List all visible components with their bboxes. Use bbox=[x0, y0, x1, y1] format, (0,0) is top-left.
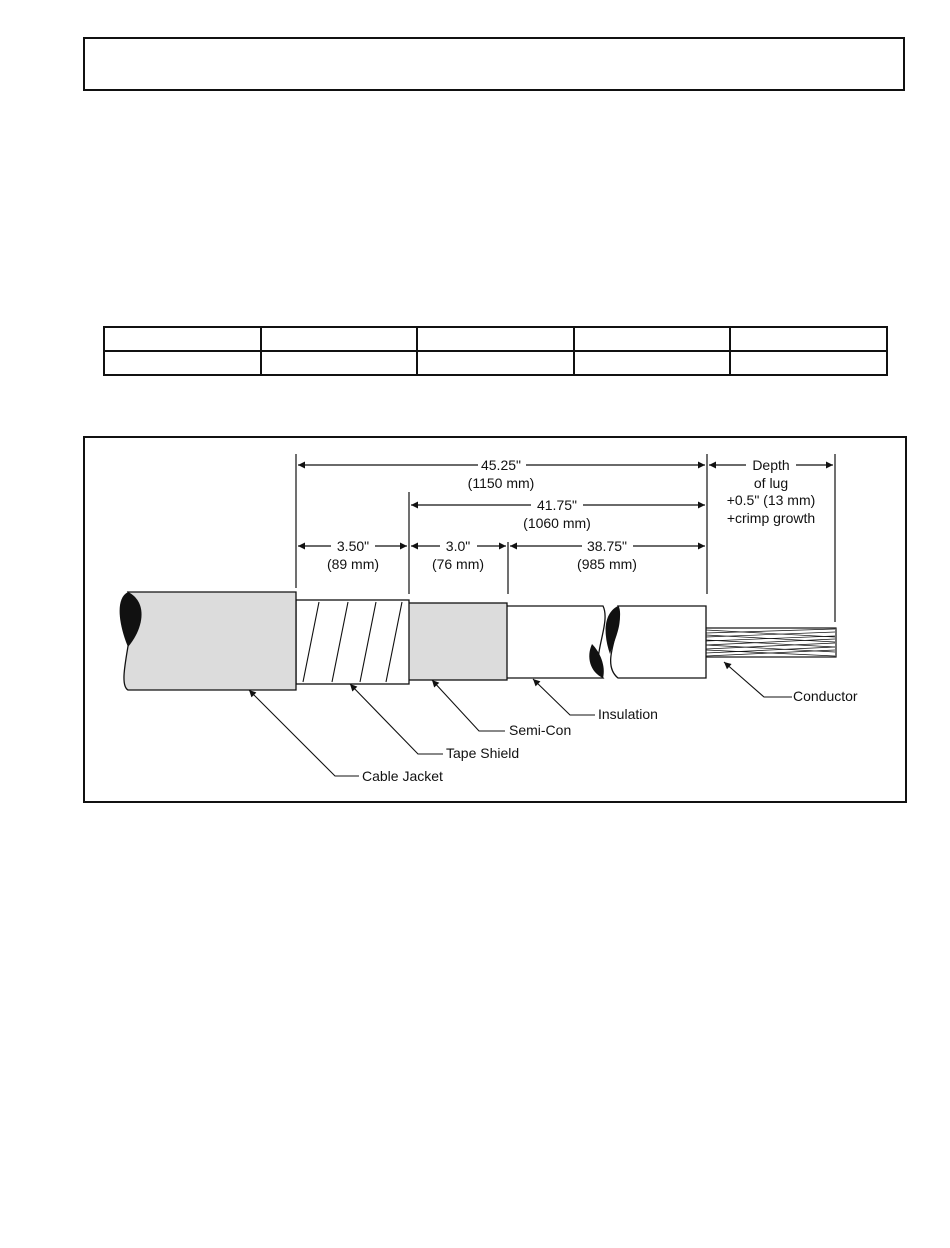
callout-insulation: Insulation bbox=[598, 706, 658, 722]
dim-lug-line2: of lug bbox=[753, 475, 789, 491]
dim-semicon-end-mm: (1060 mm) bbox=[523, 515, 591, 531]
table-cell bbox=[417, 351, 574, 375]
table-cell bbox=[261, 327, 418, 351]
insulation-segment-left bbox=[506, 606, 605, 678]
dim-insulation-mm: (985 mm) bbox=[577, 556, 637, 572]
insulation-segment-right bbox=[611, 606, 706, 678]
table-cell bbox=[574, 327, 731, 351]
table-cell bbox=[730, 351, 887, 375]
dim-tape-inches: 3.50" bbox=[336, 538, 370, 554]
dim-overall-inches: 45.25" bbox=[480, 457, 522, 473]
table-row bbox=[104, 327, 887, 351]
table-cell bbox=[417, 327, 574, 351]
dim-semicon-mm: (76 mm) bbox=[431, 556, 485, 572]
conductor-strands bbox=[705, 628, 836, 657]
cable-jacket-layer bbox=[124, 592, 296, 690]
dim-semicon-end-inches: 41.75" bbox=[536, 497, 578, 513]
callout-conductor: Conductor bbox=[793, 688, 858, 704]
page-title-box bbox=[83, 37, 905, 91]
tape-shield-layer bbox=[296, 600, 409, 684]
dim-lug-line4: +crimp growth bbox=[726, 510, 816, 526]
callout-semi-con: Semi-Con bbox=[509, 722, 572, 738]
spec-table bbox=[103, 326, 888, 376]
dim-lug-line1: Depth bbox=[752, 457, 790, 473]
table-cell bbox=[104, 327, 261, 351]
table-cell bbox=[574, 351, 731, 375]
callout-tape-shield: Tape Shield bbox=[446, 745, 520, 761]
table-row bbox=[104, 351, 887, 375]
cable-prep-figure bbox=[83, 436, 907, 803]
table-cell bbox=[104, 351, 261, 375]
callout-cable-jacket: Cable Jacket bbox=[362, 768, 443, 784]
cable-prep-diagram bbox=[85, 438, 909, 805]
table-cell bbox=[730, 327, 887, 351]
table-cell bbox=[261, 351, 418, 375]
semi-con-layer bbox=[408, 603, 507, 680]
dim-semicon-inches: 3.0" bbox=[445, 538, 471, 554]
dim-tape-mm: (89 mm) bbox=[326, 556, 380, 572]
dim-overall-mm: (1150 mm) bbox=[467, 475, 535, 491]
dim-insulation-inches: 38.75" bbox=[586, 538, 628, 554]
dim-lug-line3: +0.5" (13 mm) bbox=[726, 492, 816, 508]
